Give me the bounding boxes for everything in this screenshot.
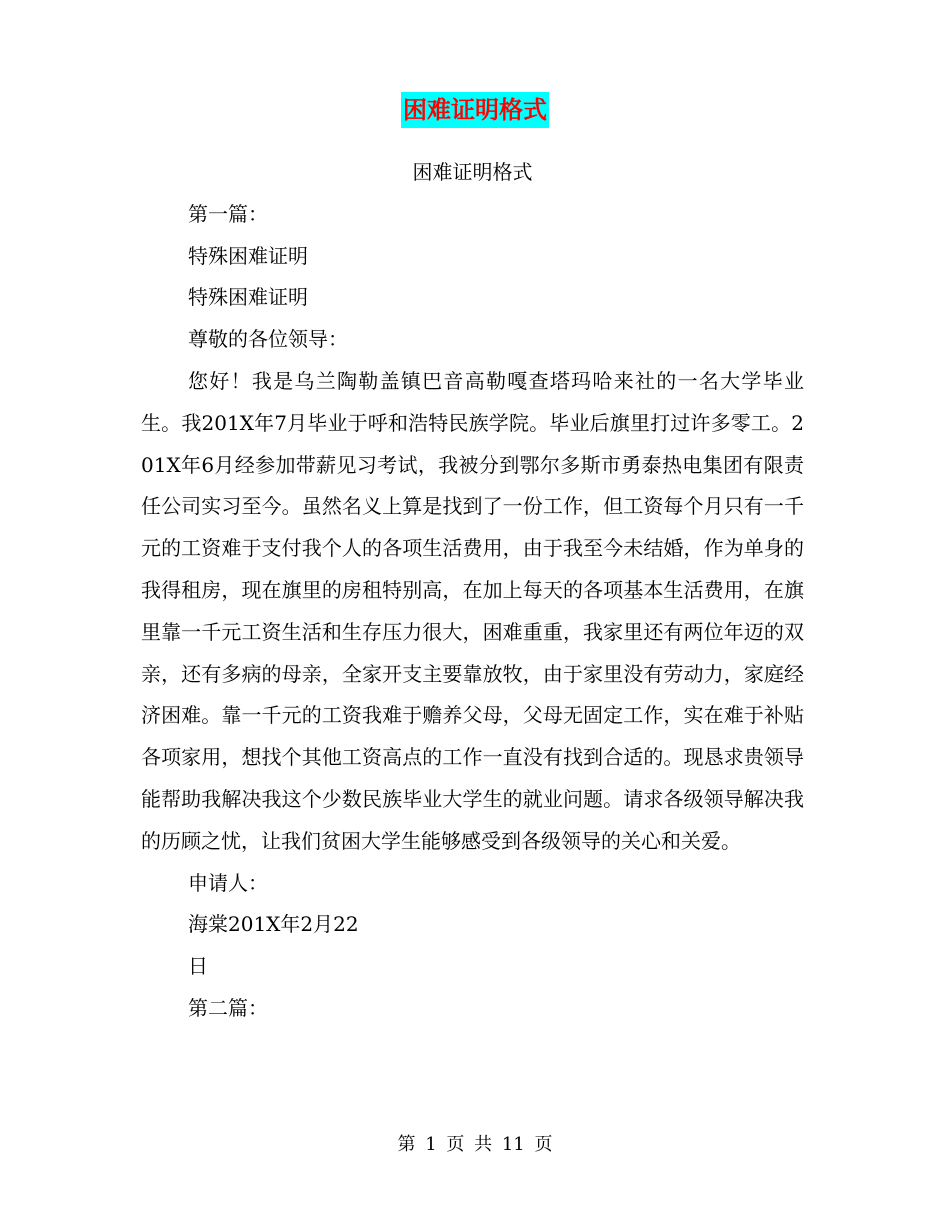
certificate-title-repeat: 特殊困难证明: [188, 285, 308, 310]
body-paragraph: 您好！我是乌兰陶勒盖镇巴音高勒嘎查塔玛哈来社的一名大学毕业生。我201X年7月毕业于呼和浩特民族学院。毕业后旗里打过许多零工。201X年6月经参加带薪见习考试，我被分到鄂尔多斯市勇泰热电集团有限责任公司实习至今。虽然名义上算是找到了一份工作，但工资每个月只有一千元的工资难于支付我个人的各项生活费用，由于我至今未结婚，作为单身的我得租房，现在旗里的房租特别高，在加上每天的各项基本生活费用，在旗里靠一千元工资生活和生存压力很大，困难重重，我家里还有两位年迈的双亲，还有多病的母亲，全家开支主要靠放牧，由于家里没有劳动力，家庭经济困难。靠一千元的工资我难于赡养父母，父母无固定工作，实在难于补贴各项家用，想找个其他工资高点的工作一直没有找到合适的。现恳求贵领导能帮助我解决我这个少数民族毕业大学生的就业问题。请求各级领导解决我的历顾之忧，让我们贫困大学生能够感受到各级领导的关心和关爱。: [141, 368, 804, 853]
signature-day: 日: [188, 954, 208, 979]
signature-date: 海棠201X年2月22: [188, 912, 359, 937]
certificate-title: 特殊困难证明: [188, 243, 308, 268]
section-heading-first: 第一篇：: [188, 201, 268, 226]
heading-container: [0, 92, 950, 128]
applicant-label: 申请人：: [188, 870, 268, 895]
subtitle: 困难证明格式: [412, 160, 533, 184]
salutation: 尊敬的各位领导：: [188, 327, 348, 352]
page-footer: 第 1 页 共 11 页: [397, 1134, 553, 1155]
section-heading-second: 第二篇：: [188, 995, 268, 1020]
document-body: [141, 152, 804, 1030]
main-heading: 困难证明格式: [401, 92, 549, 128]
